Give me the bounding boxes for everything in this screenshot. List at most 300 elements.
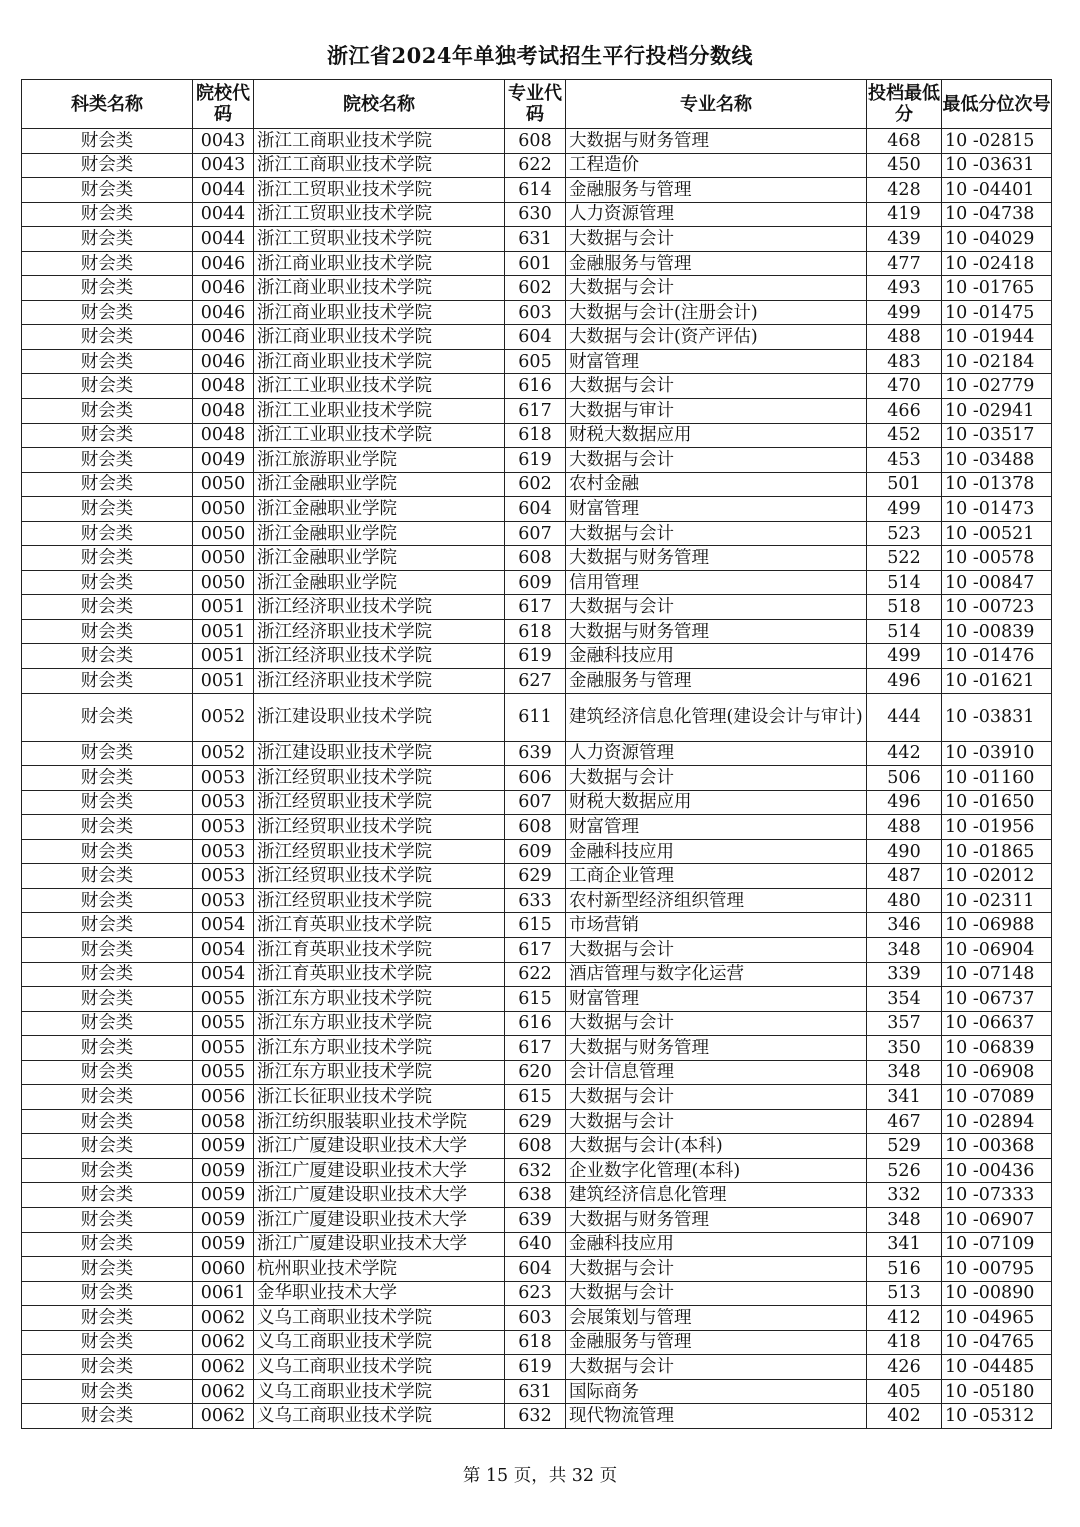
cell-min-score: 529 xyxy=(867,1134,942,1159)
cell-min-score: 341 xyxy=(867,1232,942,1257)
cell-school-name: 浙江工贸职业技术学院 xyxy=(254,178,505,203)
cell-school-name: 浙江经贸职业技术学院 xyxy=(254,766,505,791)
header-category: 科类名称 xyxy=(22,80,193,129)
cell-major-code: 607 xyxy=(505,790,566,815)
cell-category: 财会类 xyxy=(22,790,193,815)
cell-major-name: 国际商务 xyxy=(566,1379,867,1404)
table-row xyxy=(22,595,1052,620)
cell-min-score: 402 xyxy=(867,1404,942,1429)
table-row xyxy=(22,497,1052,522)
cell-min-rank: 10 -07148 xyxy=(942,962,1052,987)
cell-major-code: 630 xyxy=(505,202,566,227)
cell-school-code: 0044 xyxy=(193,202,254,227)
cell-min-rank: 10 -05180 xyxy=(942,1379,1052,1404)
cell-school-name: 浙江经济职业技术学院 xyxy=(254,619,505,644)
cell-major-code: 623 xyxy=(505,1281,566,1306)
cell-major-name: 大数据与财务管理 xyxy=(566,129,867,154)
cell-major-code: 615 xyxy=(505,987,566,1012)
table-row xyxy=(22,153,1052,178)
cell-major-name: 财富管理 xyxy=(566,987,867,1012)
cell-school-code: 0059 xyxy=(193,1207,254,1232)
cell-min-score: 453 xyxy=(867,448,942,473)
cell-min-score: 450 xyxy=(867,153,942,178)
cell-major-code: 619 xyxy=(505,644,566,669)
cell-major-name: 金融服务与管理 xyxy=(566,1330,867,1355)
cell-category: 财会类 xyxy=(22,669,193,694)
cell-min-score: 514 xyxy=(867,619,942,644)
cell-school-name: 浙江金融职业学院 xyxy=(254,472,505,497)
cell-min-score: 496 xyxy=(867,669,942,694)
cell-school-name: 浙江工商职业技术学院 xyxy=(254,129,505,154)
cell-school-code: 0053 xyxy=(193,888,254,913)
cell-min-score: 499 xyxy=(867,497,942,522)
cell-min-rank: 10 -01956 xyxy=(942,815,1052,840)
table-row xyxy=(22,962,1052,987)
cell-school-name: 浙江育英职业技术学院 xyxy=(254,913,505,938)
cell-major-name: 大数据与会计 xyxy=(566,1109,867,1134)
cell-school-code: 0046 xyxy=(193,349,254,374)
cell-category: 财会类 xyxy=(22,1306,193,1331)
cell-major-name: 财税大数据应用 xyxy=(566,423,867,448)
cell-school-name: 浙江工业职业技术学院 xyxy=(254,399,505,424)
cell-major-name: 农村新型经济组织管理 xyxy=(566,888,867,913)
table-row xyxy=(22,202,1052,227)
cell-major-name: 大数据与财务管理 xyxy=(566,619,867,644)
cell-major-code: 618 xyxy=(505,619,566,644)
cell-school-code: 0054 xyxy=(193,937,254,962)
cell-category: 财会类 xyxy=(22,1355,193,1380)
cell-min-score: 332 xyxy=(867,1183,942,1208)
cell-major-name: 大数据与会计 xyxy=(566,1011,867,1036)
cell-min-score: 442 xyxy=(867,741,942,766)
cell-major-name: 财税大数据应用 xyxy=(566,790,867,815)
cell-school-code: 0054 xyxy=(193,913,254,938)
table-row xyxy=(22,1404,1052,1429)
cell-major-code: 615 xyxy=(505,1085,566,1110)
cell-category: 财会类 xyxy=(22,1109,193,1134)
table-row xyxy=(22,619,1052,644)
cell-category: 财会类 xyxy=(22,423,193,448)
cell-min-rank: 10 -02418 xyxy=(942,251,1052,276)
cell-school-code: 0059 xyxy=(193,1158,254,1183)
table-row xyxy=(22,864,1052,889)
cell-min-rank: 10 -03488 xyxy=(942,448,1052,473)
cell-major-code: 615 xyxy=(505,913,566,938)
cell-school-code: 0054 xyxy=(193,962,254,987)
cell-category: 财会类 xyxy=(22,374,193,399)
cell-major-code: 627 xyxy=(505,669,566,694)
cell-category: 财会类 xyxy=(22,1183,193,1208)
cell-min-rank: 10 -02815 xyxy=(942,129,1052,154)
cell-min-rank: 10 -06737 xyxy=(942,987,1052,1012)
table-row xyxy=(22,815,1052,840)
cell-min-rank: 10 -00578 xyxy=(942,546,1052,571)
table-row xyxy=(22,1109,1052,1134)
cell-category: 财会类 xyxy=(22,619,193,644)
cell-major-code: 603 xyxy=(505,300,566,325)
cell-school-code: 0046 xyxy=(193,276,254,301)
cell-min-rank: 10 -00436 xyxy=(942,1158,1052,1183)
cell-major-name: 大数据与财务管理 xyxy=(566,1036,867,1061)
cell-major-name: 金融科技应用 xyxy=(566,839,867,864)
cell-major-code: 609 xyxy=(505,570,566,595)
cell-school-name: 浙江纺织服装职业技术学院 xyxy=(254,1109,505,1134)
cell-min-score: 470 xyxy=(867,374,942,399)
cell-min-score: 350 xyxy=(867,1036,942,1061)
cell-category: 财会类 xyxy=(22,815,193,840)
cell-school-name: 浙江东方职业技术学院 xyxy=(254,987,505,1012)
cell-school-code: 0062 xyxy=(193,1355,254,1380)
cell-major-name: 大数据与会计 xyxy=(566,766,867,791)
table-row xyxy=(22,1281,1052,1306)
cell-min-rank: 10 -01944 xyxy=(942,325,1052,350)
cell-category: 财会类 xyxy=(22,1281,193,1306)
table-row xyxy=(22,276,1052,301)
cell-min-rank: 10 -02941 xyxy=(942,399,1052,424)
cell-school-code: 0062 xyxy=(193,1330,254,1355)
cell-school-code: 0051 xyxy=(193,644,254,669)
cell-category: 财会类 xyxy=(22,864,193,889)
cell-major-name: 财富管理 xyxy=(566,497,867,522)
table-row xyxy=(22,1011,1052,1036)
cell-category: 财会类 xyxy=(22,570,193,595)
cell-school-name: 浙江育英职业技术学院 xyxy=(254,962,505,987)
cell-min-rank: 10 -00795 xyxy=(942,1257,1052,1282)
cell-school-code: 0043 xyxy=(193,129,254,154)
cell-major-name: 会计信息管理 xyxy=(566,1060,867,1085)
cell-school-name: 浙江广厦建设职业技术大学 xyxy=(254,1183,505,1208)
cell-category: 财会类 xyxy=(22,1257,193,1282)
cell-school-code: 0050 xyxy=(193,497,254,522)
cell-min-score: 412 xyxy=(867,1306,942,1331)
cell-min-rank: 10 -07333 xyxy=(942,1183,1052,1208)
cell-min-rank: 10 -06907 xyxy=(942,1207,1052,1232)
cell-major-name: 大数据与会计(注册会计) xyxy=(566,300,867,325)
cell-category: 财会类 xyxy=(22,1232,193,1257)
cell-major-code: 614 xyxy=(505,178,566,203)
cell-school-name: 浙江经济职业技术学院 xyxy=(254,595,505,620)
cell-category: 财会类 xyxy=(22,913,193,938)
cell-school-name: 浙江商业职业技术学院 xyxy=(254,276,505,301)
cell-school-code: 0050 xyxy=(193,472,254,497)
cell-school-name: 浙江经济职业技术学院 xyxy=(254,669,505,694)
cell-min-score: 523 xyxy=(867,521,942,546)
cell-major-code: 601 xyxy=(505,251,566,276)
cell-category: 财会类 xyxy=(22,300,193,325)
table-row xyxy=(22,1134,1052,1159)
header-major-code: 专业代码 xyxy=(505,80,566,129)
cell-school-code: 0055 xyxy=(193,1036,254,1061)
cell-school-name: 浙江广厦建设职业技术大学 xyxy=(254,1158,505,1183)
cell-category: 财会类 xyxy=(22,741,193,766)
cell-min-rank: 10 -03631 xyxy=(942,153,1052,178)
cell-min-score: 468 xyxy=(867,129,942,154)
cell-school-name: 浙江育英职业技术学院 xyxy=(254,937,505,962)
cell-min-rank: 10 -04029 xyxy=(942,227,1052,252)
cell-school-name: 浙江金融职业学院 xyxy=(254,570,505,595)
cell-category: 财会类 xyxy=(22,888,193,913)
cell-min-rank: 10 -01473 xyxy=(942,497,1052,522)
cell-category: 财会类 xyxy=(22,1379,193,1404)
cell-min-score: 526 xyxy=(867,1158,942,1183)
cell-school-code: 0056 xyxy=(193,1085,254,1110)
cell-school-name: 浙江经济职业技术学院 xyxy=(254,644,505,669)
cell-major-name: 人力资源管理 xyxy=(566,741,867,766)
cell-school-name: 义乌工商职业技术学院 xyxy=(254,1306,505,1331)
cell-major-name: 现代物流管理 xyxy=(566,1404,867,1429)
cell-school-name: 浙江广厦建设职业技术大学 xyxy=(254,1207,505,1232)
cell-major-code: 608 xyxy=(505,815,566,840)
cell-school-code: 0046 xyxy=(193,300,254,325)
cell-min-rank: 10 -06988 xyxy=(942,913,1052,938)
cell-school-code: 0052 xyxy=(193,741,254,766)
table-row xyxy=(22,570,1052,595)
cell-major-code: 618 xyxy=(505,1330,566,1355)
cell-school-name: 浙江长征职业技术学院 xyxy=(254,1085,505,1110)
cell-school-name: 浙江经贸职业技术学院 xyxy=(254,815,505,840)
table-row xyxy=(22,888,1052,913)
cell-major-code: 616 xyxy=(505,374,566,399)
cell-major-name: 企业数字化管理(本科) xyxy=(566,1158,867,1183)
cell-school-code: 0046 xyxy=(193,251,254,276)
cell-category: 财会类 xyxy=(22,472,193,497)
cell-category: 财会类 xyxy=(22,1060,193,1085)
header-row xyxy=(22,80,1052,129)
cell-major-name: 酒店管理与数字化运营 xyxy=(566,962,867,987)
cell-major-name: 大数据与会计 xyxy=(566,1257,867,1282)
cell-min-score: 493 xyxy=(867,276,942,301)
table-row xyxy=(22,1330,1052,1355)
table-row xyxy=(22,325,1052,350)
cell-major-name: 工程造价 xyxy=(566,153,867,178)
cell-major-code: 619 xyxy=(505,1355,566,1380)
cell-min-rank: 10 -00839 xyxy=(942,619,1052,644)
cell-school-code: 0062 xyxy=(193,1379,254,1404)
cell-major-code: 617 xyxy=(505,1036,566,1061)
cell-min-score: 357 xyxy=(867,1011,942,1036)
table-row xyxy=(22,1060,1052,1085)
cell-major-code: 602 xyxy=(505,276,566,301)
cell-major-name: 市场营销 xyxy=(566,913,867,938)
cell-major-name: 大数据与会计 xyxy=(566,1085,867,1110)
table-row xyxy=(22,178,1052,203)
cell-major-code: 602 xyxy=(505,472,566,497)
cell-school-code: 0055 xyxy=(193,987,254,1012)
cell-school-code: 0055 xyxy=(193,1060,254,1085)
cell-major-name: 工商企业管理 xyxy=(566,864,867,889)
cell-min-score: 426 xyxy=(867,1355,942,1380)
cell-major-name: 农村金融 xyxy=(566,472,867,497)
cell-school-code: 0043 xyxy=(193,153,254,178)
cell-min-rank: 10 -01650 xyxy=(942,790,1052,815)
table-row xyxy=(22,839,1052,864)
cell-school-name: 浙江工商职业技术学院 xyxy=(254,153,505,178)
cell-school-code: 0051 xyxy=(193,669,254,694)
cell-school-name: 浙江经贸职业技术学院 xyxy=(254,790,505,815)
cell-major-name: 建筑经济信息化管理 xyxy=(566,1183,867,1208)
cell-min-rank: 10 -02894 xyxy=(942,1109,1052,1134)
cell-major-code: 607 xyxy=(505,521,566,546)
cell-school-code: 0055 xyxy=(193,1011,254,1036)
page-title: 浙江省2024年单独考试招生平行投档分数线 xyxy=(327,43,753,68)
table-row xyxy=(22,1355,1052,1380)
cell-min-score: 483 xyxy=(867,349,942,374)
cell-school-name: 浙江商业职业技术学院 xyxy=(254,300,505,325)
table-row xyxy=(22,987,1052,1012)
cell-min-score: 339 xyxy=(867,962,942,987)
cell-major-name: 金融服务与管理 xyxy=(566,669,867,694)
cell-category: 财会类 xyxy=(22,399,193,424)
cell-min-score: 405 xyxy=(867,1379,942,1404)
table-row xyxy=(22,521,1052,546)
cell-school-name: 浙江工贸职业技术学院 xyxy=(254,227,505,252)
cell-major-code: 619 xyxy=(505,448,566,473)
cell-school-code: 0062 xyxy=(193,1306,254,1331)
table-row xyxy=(22,693,1052,741)
cell-min-rank: 10 -06908 xyxy=(942,1060,1052,1085)
cell-major-code: 611 xyxy=(505,693,566,741)
cell-school-name: 浙江工贸职业技术学院 xyxy=(254,202,505,227)
cell-school-code: 0059 xyxy=(193,1134,254,1159)
cell-school-code: 0052 xyxy=(193,693,254,741)
cell-min-rank: 10 -01621 xyxy=(942,669,1052,694)
cell-major-name: 金融科技应用 xyxy=(566,644,867,669)
cell-major-name: 大数据与财务管理 xyxy=(566,546,867,571)
cell-major-code: 632 xyxy=(505,1158,566,1183)
cell-school-name: 义乌工商职业技术学院 xyxy=(254,1404,505,1429)
cell-min-score: 490 xyxy=(867,839,942,864)
table-row xyxy=(22,546,1052,571)
cell-major-name: 人力资源管理 xyxy=(566,202,867,227)
cell-min-score: 518 xyxy=(867,595,942,620)
cell-category: 财会类 xyxy=(22,1207,193,1232)
cell-min-rank: 10 -06637 xyxy=(942,1011,1052,1036)
cell-school-name: 金华职业技术大学 xyxy=(254,1281,505,1306)
cell-major-code: 639 xyxy=(505,741,566,766)
cell-category: 财会类 xyxy=(22,129,193,154)
table-body xyxy=(22,129,1052,1429)
cell-school-code: 0044 xyxy=(193,227,254,252)
cell-min-rank: 10 -02012 xyxy=(942,864,1052,889)
cell-min-score: 506 xyxy=(867,766,942,791)
cell-category: 财会类 xyxy=(22,1085,193,1110)
cell-min-score: 487 xyxy=(867,864,942,889)
cell-min-rank: 10 -07109 xyxy=(942,1232,1052,1257)
cell-major-code: 638 xyxy=(505,1183,566,1208)
table-row xyxy=(22,399,1052,424)
cell-min-score: 516 xyxy=(867,1257,942,1282)
cell-min-rank: 10 -06839 xyxy=(942,1036,1052,1061)
cell-category: 财会类 xyxy=(22,644,193,669)
cell-school-code: 0053 xyxy=(193,839,254,864)
cell-min-rank: 10 -00890 xyxy=(942,1281,1052,1306)
cell-major-code: 622 xyxy=(505,153,566,178)
cell-min-score: 341 xyxy=(867,1085,942,1110)
cell-min-rank: 10 -02779 xyxy=(942,374,1052,399)
cell-major-code: 606 xyxy=(505,766,566,791)
cell-category: 财会类 xyxy=(22,448,193,473)
cell-category: 财会类 xyxy=(22,178,193,203)
cell-major-name: 大数据与会计 xyxy=(566,521,867,546)
cell-school-code: 0061 xyxy=(193,1281,254,1306)
cell-category: 财会类 xyxy=(22,497,193,522)
table-row xyxy=(22,644,1052,669)
header-school-name: 院校名称 xyxy=(254,80,505,129)
cell-min-score: 488 xyxy=(867,815,942,840)
header-school-code: 院校代码 xyxy=(193,80,254,129)
cell-major-name: 大数据与会计 xyxy=(566,276,867,301)
cell-school-code: 0060 xyxy=(193,1257,254,1282)
cell-school-code: 0050 xyxy=(193,570,254,595)
cell-min-rank: 10 -01378 xyxy=(942,472,1052,497)
cell-category: 财会类 xyxy=(22,595,193,620)
cell-major-code: 604 xyxy=(505,1257,566,1282)
cell-school-code: 0048 xyxy=(193,374,254,399)
cell-min-rank: 10 -01160 xyxy=(942,766,1052,791)
cell-major-name: 大数据与会计 xyxy=(566,595,867,620)
score-table xyxy=(21,79,1052,1429)
cell-school-name: 浙江商业职业技术学院 xyxy=(254,325,505,350)
cell-major-name: 大数据与审计 xyxy=(566,399,867,424)
cell-category: 财会类 xyxy=(22,546,193,571)
cell-min-rank: 10 -04965 xyxy=(942,1306,1052,1331)
cell-major-name: 会展策划与管理 xyxy=(566,1306,867,1331)
cell-school-code: 0062 xyxy=(193,1404,254,1429)
cell-min-score: 467 xyxy=(867,1109,942,1134)
cell-category: 财会类 xyxy=(22,325,193,350)
cell-major-name: 大数据与会计 xyxy=(566,448,867,473)
cell-school-name: 浙江广厦建设职业技术大学 xyxy=(254,1232,505,1257)
cell-min-score: 501 xyxy=(867,472,942,497)
cell-major-code: 609 xyxy=(505,839,566,864)
table-row xyxy=(22,790,1052,815)
table-row xyxy=(22,423,1052,448)
cell-category: 财会类 xyxy=(22,937,193,962)
cell-major-name: 财富管理 xyxy=(566,815,867,840)
cell-min-score: 346 xyxy=(867,913,942,938)
cell-major-code: 618 xyxy=(505,423,566,448)
cell-category: 财会类 xyxy=(22,202,193,227)
cell-major-code: 608 xyxy=(505,546,566,571)
cell-major-code: 639 xyxy=(505,1207,566,1232)
cell-major-code: 629 xyxy=(505,1109,566,1134)
cell-major-code: 605 xyxy=(505,349,566,374)
cell-min-score: 496 xyxy=(867,790,942,815)
table-row xyxy=(22,300,1052,325)
cell-major-name: 金融服务与管理 xyxy=(566,178,867,203)
cell-school-name: 浙江商业职业技术学院 xyxy=(254,251,505,276)
cell-min-score: 452 xyxy=(867,423,942,448)
table-row xyxy=(22,448,1052,473)
cell-category: 财会类 xyxy=(22,1404,193,1429)
cell-min-score: 439 xyxy=(867,227,942,252)
cell-min-score: 499 xyxy=(867,644,942,669)
cell-school-code: 0051 xyxy=(193,619,254,644)
cell-school-code: 0049 xyxy=(193,448,254,473)
cell-school-name: 浙江东方职业技术学院 xyxy=(254,1011,505,1036)
cell-min-rank: 10 -01865 xyxy=(942,839,1052,864)
cell-major-code: 604 xyxy=(505,497,566,522)
cell-school-name: 浙江工业职业技术学院 xyxy=(254,423,505,448)
cell-school-code: 0053 xyxy=(193,864,254,889)
cell-school-name: 义乌工商职业技术学院 xyxy=(254,1355,505,1380)
table-row xyxy=(22,472,1052,497)
table-row xyxy=(22,129,1052,154)
cell-category: 财会类 xyxy=(22,766,193,791)
cell-school-name: 浙江金融职业学院 xyxy=(254,546,505,571)
cell-min-rank: 10 -02311 xyxy=(942,888,1052,913)
cell-school-code: 0048 xyxy=(193,423,254,448)
